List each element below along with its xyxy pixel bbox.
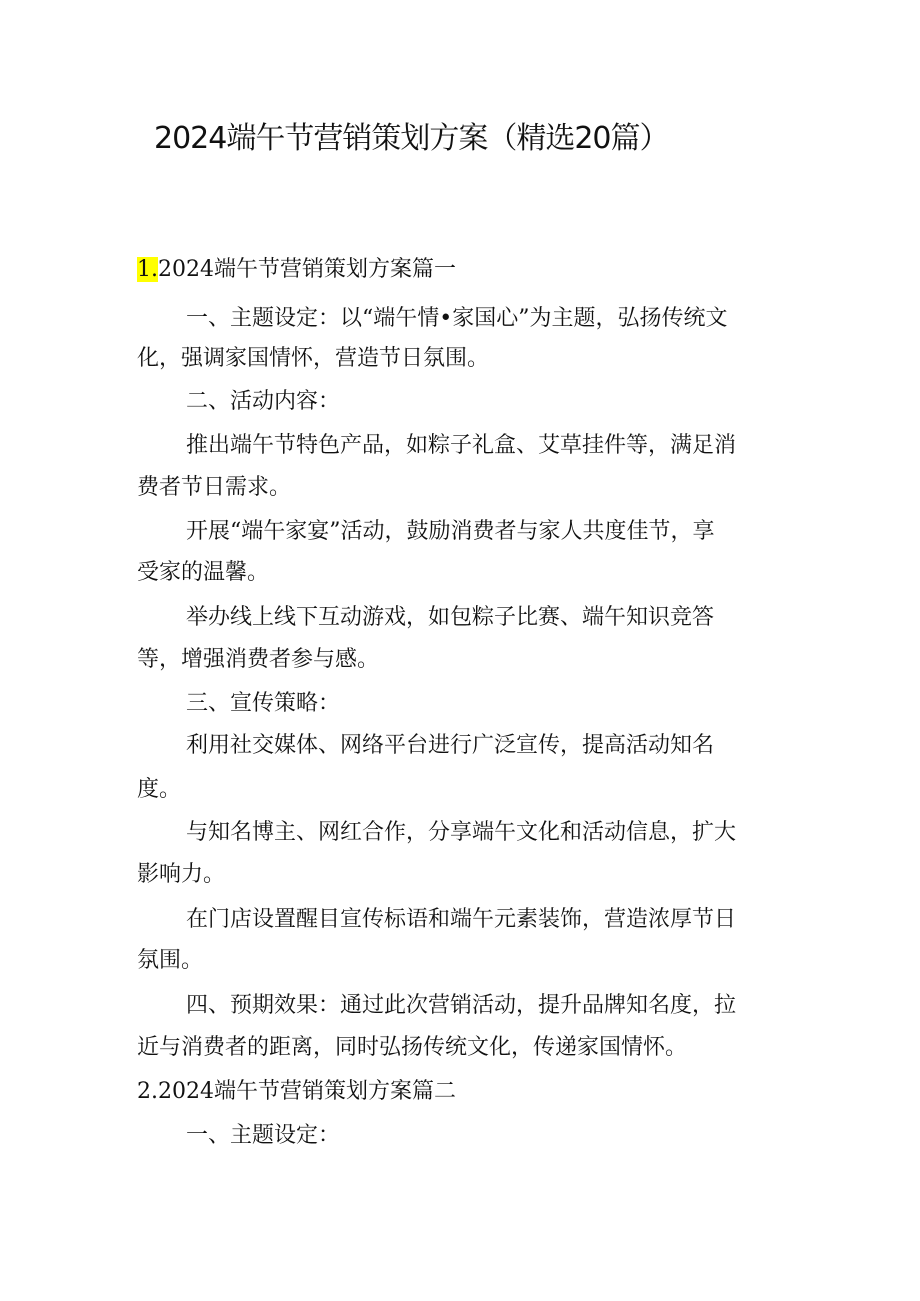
- paragraph-line: 利用社交媒体、网络平台进行广泛宣传，提高活动知名: [186, 733, 715, 758]
- document-title: 2024端午节营销策划方案（精选20篇）: [154, 121, 669, 156]
- paragraph-line: 与知名博主、网红合作，分享端午文化和活动信息，扩大: [186, 820, 737, 845]
- paragraph-line: 化，强调家国情怀，营造节日氛围。: [137, 346, 490, 371]
- paragraph-line: 在门店设置醒目宣传标语和端午元素装饰，营造浓厚节日: [186, 907, 737, 932]
- paragraph-line: 受家的温馨。: [137, 560, 270, 585]
- paragraph-line: 氛围。: [137, 948, 204, 973]
- paragraph-line: 开展“端午家宴”活动，鼓励消费者与家人共度佳节，享: [186, 519, 715, 544]
- highlighted-section-number: 1.: [137, 257, 158, 282]
- section-heading-1: [137, 248, 456, 292]
- paragraph-line: 四、预期效果：通过此次营销活动，提升品牌知名度，拉: [186, 993, 737, 1018]
- section-heading-2: 2.2024端午节营销策划方案篇二: [137, 1079, 456, 1104]
- paragraph-line: 二、活动内容：: [186, 389, 341, 414]
- paragraph-line: 一、主题设定：: [186, 1123, 341, 1148]
- paragraph-line: 三、宣传策略：: [186, 691, 341, 716]
- paragraph-line: 推出端午节特色产品，如粽子礼盒、艾草挂件等，满足消: [186, 433, 737, 458]
- paragraph-line: 等，增强消费者参与感。: [137, 647, 380, 672]
- paragraph-line: 影响力。: [137, 862, 226, 887]
- paragraph-line: 近与消费者的距离，同时弘扬传统文化，传递家国情怀。: [137, 1035, 688, 1060]
- paragraph-line: 举办线上线下互动游戏，如包粽子比赛、端午知识竞答: [186, 605, 715, 630]
- paragraph-line: 费者节日需求。: [137, 475, 292, 500]
- section-heading-text: 2024端午节营销策划方案篇一: [158, 257, 456, 282]
- paragraph-line: 一、主题设定：以“端午情•家国心”为主题，弘扬传统文: [186, 306, 728, 331]
- paragraph-line: 度。: [137, 777, 182, 802]
